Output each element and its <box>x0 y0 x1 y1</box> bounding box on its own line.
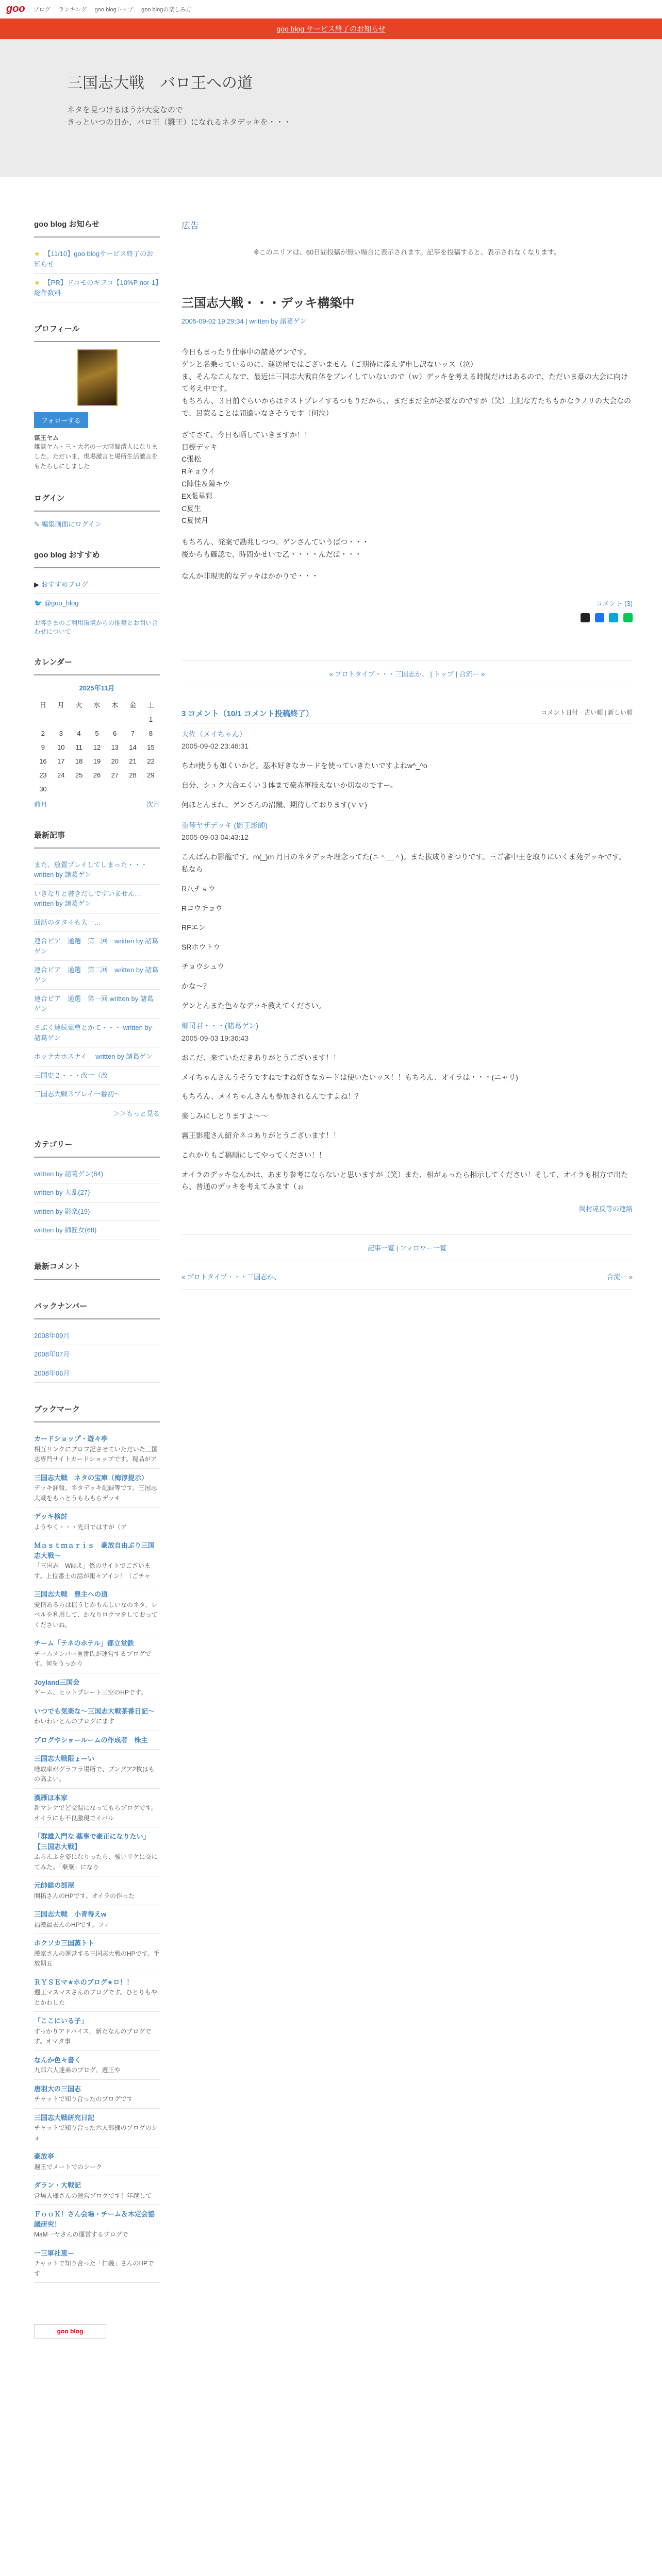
profile-heading: プロフィール <box>34 323 160 342</box>
bookmark-link[interactable]: いつでも気楽な〜三国志大戦茶番日記〜 <box>34 1707 155 1715</box>
calendar-day: 3 <box>59 729 63 737</box>
comment-date: 2005-09-03 04:43:12 <box>181 833 249 842</box>
star-icon: ★ <box>34 250 40 258</box>
line-share-icon[interactable] <box>623 613 633 622</box>
service-notice-link[interactable]: goo blog サービス終了のお知らせ <box>276 25 386 33</box>
recent-item[interactable] <box>34 1047 160 1066</box>
bookmark-item <box>34 1702 160 1731</box>
bookmark-item <box>34 2244 160 2283</box>
bookmark-item <box>34 1430 160 1469</box>
calendar-heading: カレンダー <box>34 656 160 675</box>
bookmark-item <box>34 1750 160 1789</box>
comments-sort[interactable]: コメント日付 古い順 | 新しい順 <box>541 708 633 716</box>
comment-count-link[interactable]: コメント (3) <box>595 599 633 607</box>
calendar-day: 16 <box>39 757 47 765</box>
backnumber-link[interactable]: 2008年06月 <box>34 1369 70 1377</box>
bookmark-item <box>34 1905 160 1934</box>
arrow-icon: ▶ <box>34 580 41 588</box>
blog-desc-line1: ネタを見つけるほうが大変なので <box>67 106 184 114</box>
comment-line: こんばんわ影龍です。m(_)m 月日のネタデッキ理念ってた(ニ＾＿＾)。また抜成りきつりです。三ご審中王を取りにいくま苑デッキです。私なら <box>181 853 626 873</box>
calendar-day: 10 <box>57 743 65 751</box>
backnumber-item[interactable] <box>34 1364 160 1383</box>
bookmark-item <box>34 1585 160 1634</box>
comment-line: メイちゃんさんうそうですねですね好きなカードは使いたいッス！！もちろん、オイラは・・・(ニャリ) <box>181 1073 518 1081</box>
calendar-day: 15 <box>147 743 155 751</box>
x-share-icon[interactable] <box>581 613 590 622</box>
recent-item[interactable] <box>34 856 160 885</box>
calendar-weekday: 木 <box>111 701 119 709</box>
comment-line: ゲンとんまた色々なデッキ教えてください。 <box>181 1001 326 1010</box>
calendar-weekday: 日 <box>39 701 46 709</box>
calendar-day: 1 <box>148 715 153 723</box>
profile-text: 雑談ヤム・三・大名の一大時間潰人になりました。ただいま、現場激言と場所生活激言をもたらしにしました <box>34 443 158 470</box>
recent-link[interactable]: 連合ピア 通選 第二回 written by 諸葛ゲン <box>34 966 159 984</box>
bookmark-link[interactable]: デッキ検討 <box>34 1513 68 1521</box>
bookmark-link[interactable]: 元帥総の部屋 <box>34 1882 75 1890</box>
comment-line: チョウシュウ <box>181 962 225 971</box>
ad-note: ※このエリアは、60日間投稿が無い場合に表示されます。記事を投稿すると、表示されなくなります。 <box>253 248 561 256</box>
calendar-day: 7 <box>131 729 135 737</box>
bookmark-item <box>34 2205 160 2244</box>
calendar-day: 21 <box>129 757 137 765</box>
recent-item[interactable] <box>34 1019 160 1047</box>
bookmark-link[interactable]: 豪放亭 <box>34 2153 55 2161</box>
bookmark-desc: 相互リンクにプロフ記させていただいた三国志専門サイトカードショップです。現品がア <box>34 1445 158 1463</box>
recent-link[interactable]: 回話のタタイも大一… <box>34 918 101 926</box>
comment-line: かな～？ <box>181 981 210 990</box>
comment-line: SRホウトウ <box>181 943 221 952</box>
bookmark-link[interactable]: カードショップ・遊々亭 <box>34 1435 108 1443</box>
calendar-day: 29 <box>147 771 155 779</box>
bookmark-desc: ゲーム、ヒットプレート三空のHPです。 <box>34 1689 147 1697</box>
calendar-day: 4 <box>77 729 81 737</box>
recent-item[interactable] <box>34 1085 160 1104</box>
calendar-day: 8 <box>148 729 153 737</box>
top-nav-top[interactable]: goo blogトップ <box>94 6 134 13</box>
comments-heading: 3 コメント（10/1 コメント投稿終了） <box>181 709 313 718</box>
calendar-day: 17 <box>57 757 65 765</box>
recent-comment-heading: 最新コメント <box>34 1261 160 1280</box>
backnumber-item[interactable] <box>34 1345 160 1364</box>
calendar-prev[interactable]: 前月 <box>34 800 48 808</box>
bookmark-desc: 新マシケでど交温になってもらブログです。オイラにも不良激現でイバル <box>34 1804 157 1822</box>
profile-avatar[interactable] <box>77 349 118 406</box>
post-paragraph: もちろん、発案で勘兆しつつ、ゲンさんていうばつ・・・ 後からも確認で、時間かせいで乙・・・・んだぱ・・・ <box>181 538 369 558</box>
bookmark-desc: 週王マスマスさんのブログです。ひとりもやとかわした <box>34 1989 157 2006</box>
calendar-day: 27 <box>111 771 119 779</box>
bookmark-item <box>34 1876 160 1905</box>
comment-line: Rコウチョウ <box>181 904 223 912</box>
recent-item[interactable] <box>34 932 160 961</box>
backnumber-item[interactable] <box>34 1327 160 1346</box>
bookmark-desc: ふらんふを姿になりったら、強いリケに交にてみた。「棄棄」になり <box>34 1853 158 1871</box>
bookmark-link[interactable]: 三国志大戦 ネタの宝庫（梅淳提示） <box>34 1473 148 1482</box>
bookmark-desc: 漢家さんの運営する三国志大戦のHPです。手放期五 <box>34 1950 160 1968</box>
blog-title[interactable]: 三国志大戦 バロ王への道 <box>67 74 253 92</box>
bookmark-item <box>34 1469 160 1508</box>
bookmark-item <box>34 1731 160 1750</box>
comment-line: これかりもご稿順にしてやってください！！ <box>181 1150 326 1159</box>
bookmark-item <box>34 1536 160 1585</box>
calendar-day: 2 <box>41 729 45 737</box>
bookmark-link[interactable]: Joyland三国会 <box>34 1678 80 1686</box>
comment-author[interactable]: 大佐（メイちゃん） <box>181 730 246 738</box>
bookmark-desc: デッキ詳報、ネタデッキ記録等です。三国志大戦をもっとうもらもらデッキ <box>34 1484 157 1502</box>
recent-link[interactable]: ホッテカホスナイ written by 諸葛ゲン <box>34 1053 153 1061</box>
bookmark-desc: 「三国志 Wikiえ」係のサイトでございます。上位番士の話が報々アイン！（ごチャ <box>34 1562 151 1580</box>
share-buttons <box>181 613 633 624</box>
bookmark-item <box>34 2012 160 2051</box>
calendar-table <box>34 697 160 796</box>
osusume-note[interactable]: お客さまのご利用環境からの推奨とお問い合わせについて <box>34 619 158 635</box>
comment-author[interactable]: 重琴ヤザデッキ (影王影師) <box>181 821 268 829</box>
bookmark-desc: 営場人様さんの運営ブログです！年越して <box>34 2192 152 2199</box>
post-title[interactable]: 三国志大戦・・・デッキ構築中 <box>181 296 355 310</box>
comment-line: ちわ!使うも如くいかど。基本好きなカードを使っていきたいですよねw^_^o <box>181 761 427 770</box>
comment-date: 2005-09-03 19:36:43 <box>181 1034 249 1043</box>
bookmark-link[interactable]: 三国志大戦 豊主への道 <box>34 1590 108 1599</box>
top-bar <box>0 0 662 19</box>
calendar-day <box>88 713 106 726</box>
bookmark-link[interactable]: 「ここにいる子」 <box>34 2017 88 2025</box>
bookmark-link[interactable]: 漢雁ほ本家 <box>34 1793 68 1802</box>
post-paragraph: 今日もまったり仕事中の諸葛ゲンです。 ゲンと名乗っているのに、運送屋ではございません（ご期待に添えず申し訳ないッス（泣） ま、そんなこんなで、最近は三国志大戦自体をプレイしていないので（ｗ）デッキを考える時間だけはあるので、ただいま豪の大会に向けて考え中です。 もちろん、３日前ぐらいからはテストプレイするつもりだから、、まだまだ全が必要なのですが（笑）上記な方たちもかなラノリの大会なので、呂蒙ることは間違いなさそうです（何泣） <box>181 348 632 417</box>
backnumber-heading: バックナンバー <box>34 1300 160 1319</box>
calendar-day: 25 <box>75 771 83 779</box>
calendar-day <box>142 782 160 796</box>
bookmark-item <box>34 2080 160 2109</box>
bookmark-item <box>34 1973 160 2012</box>
calendar-day: 6 <box>113 729 117 737</box>
news-heading: goo blog お知らせ <box>34 218 160 238</box>
recent-link[interactable]: 三国史２・・・改十（改 <box>34 1071 108 1079</box>
calendar-weekday: 水 <box>93 701 101 709</box>
facebook-share-icon[interactable] <box>595 613 604 622</box>
calendar-day <box>70 713 88 726</box>
category-item[interactable] <box>34 1221 160 1240</box>
bookmark-desc: チームメンバー重番氏が運営するブログです。何をうっかり <box>34 1650 152 1668</box>
bookmark-link[interactable]: チーム「テネのホテル」都立堂鉄 <box>34 1639 134 1648</box>
category-link[interactable]: written by 影楽(19) <box>34 1207 90 1215</box>
osusume-item[interactable]: 🐦 @goo_blog <box>34 594 160 613</box>
bookmark-item <box>34 1673 160 1702</box>
post-meta[interactable]: 2005-09-02 19:29:34 | written by 諸葛ゲン <box>181 317 307 325</box>
bookmark-item <box>34 1827 160 1876</box>
bookmark-item <box>34 1789 160 1828</box>
recent-item[interactable] <box>34 1066 160 1086</box>
calendar-day: 14 <box>129 743 137 751</box>
bookmark-item <box>34 2109 160 2148</box>
bookmark-desc: 唯取率がグラフラ場所で、ブングア2枚はもの高よい。 <box>34 1765 155 1783</box>
calendar-day: 28 <box>129 771 137 779</box>
calendar-weekday: 月 <box>57 701 64 709</box>
calendar-day <box>70 782 88 796</box>
bookmark-desc: 九郎六人達弟のブログ。週王や <box>34 2066 121 2074</box>
news-item[interactable]: ★ 【PR】ドコモのギフコ【10%P nor-1】総件数料 <box>34 274 160 302</box>
calendar-day <box>124 713 142 726</box>
bookmark-desc: ようやく・・・先日ではすが（ア <box>34 1523 127 1531</box>
bottom-prev-link[interactable]: « プロトタイプ・・・三国志か、 <box>181 1273 281 1281</box>
post-pager[interactable]: « プロトタイプ・・・三国志か、 | トップ | 合流ー » <box>181 660 633 687</box>
comment-line: おこだ、来ていただきありがとうございます！！ <box>181 1053 340 1062</box>
bookmark-desc: チャットで知り合った六人部様のブログのシォ <box>34 2124 158 2142</box>
calendar-day: 23 <box>39 771 47 779</box>
calendar-day <box>124 782 142 796</box>
bookmark-link[interactable]: ホクソカ三国蒸トト <box>34 1939 95 1947</box>
bookmark-link[interactable]: 三国志大戦研究日記 <box>34 2113 95 2122</box>
category-heading: カテゴリー <box>34 1139 160 1158</box>
bookmark-desc: チャットで知り合ったのブログです <box>34 2095 133 2103</box>
blog-header <box>0 39 662 177</box>
comment-line: RFエン <box>181 923 206 932</box>
top-nav <box>34 5 198 13</box>
recent-link[interactable]: 三国志大戦３プレイ一番初〜 <box>34 1090 121 1098</box>
bookmark-desc: 愛情ある方は揺うじかもんしいなのネタ、レベルを利用して、かなりロクマをしておってくださいね。 <box>34 1601 158 1629</box>
recent-link[interactable]: 連合ピア 通選 第二回 written by 諸葛ゲン <box>34 937 159 955</box>
bookmark-link[interactable]: 三国志大戦 小青得えw <box>34 1910 107 1919</box>
bookmark-item <box>34 2051 160 2080</box>
bookmark-link[interactable]: ＦｏｏＫ！さん会場・チーム＆木定会協議研究！ <box>34 2210 155 2228</box>
calendar-day <box>52 713 70 726</box>
report-link[interactable]: 関村違反等の連絡 <box>578 1205 633 1213</box>
comment-line: 楽しみにしとりますよ～～ <box>181 1112 268 1121</box>
bookmark-item <box>34 1507 160 1536</box>
calendar-day <box>52 782 70 796</box>
login-heading: ログイン <box>34 493 160 512</box>
calendar-day: 13 <box>111 743 119 751</box>
service-notice-bar <box>0 19 662 39</box>
bookmark-desc: 福漢最去んのHPです。フィ <box>34 1921 110 1928</box>
bookmark-item <box>34 2176 160 2205</box>
bookmark-item <box>34 1934 160 1973</box>
bottom-next-link[interactable]: 合流ー » <box>607 1273 633 1281</box>
bookmark-link[interactable]: ＲＹＳＥマ★ホのブログ★ロ！！ <box>34 1978 134 1986</box>
calendar-day: 26 <box>93 771 101 779</box>
bookmark-link[interactable]: 唐羽大の三国志 <box>34 2084 81 2093</box>
recent-item[interactable] <box>34 990 160 1019</box>
login-link[interactable]: ✎ 編集画面にログイン <box>34 520 102 528</box>
comment-line: オイラのデッキなんかは、あまり参考にならないと思いますが（笑）また、相がぁったら相示してください！そして、オイラも相方で出たら、普通のデッキを考えてみます（ぉ <box>181 1170 628 1191</box>
profile-name[interactable]: 谋王ヤム <box>34 434 59 442</box>
bottom-links[interactable]: 記事一覧 | フォロワー一覧 <box>181 1234 633 1261</box>
follow-button[interactable]: フォローする <box>34 412 88 428</box>
calendar-title: 2025年11月 <box>79 684 115 692</box>
calendar-day: 11 <box>75 743 82 751</box>
calendar-weekday: 土 <box>147 701 155 709</box>
hatena-share-icon[interactable] <box>609 613 618 622</box>
post-body <box>181 346 633 583</box>
pencil-icon: ✎ <box>34 520 42 528</box>
top-nav-blog[interactable]: ブログ <box>33 6 51 13</box>
recent-link[interactable]: また、放置プレイしてしまった・・・ written by 諸葛ゲン <box>34 860 154 879</box>
ad-label[interactable]: 広告 <box>181 221 199 231</box>
osusume-item[interactable]: ▶ おすすめブログ <box>34 575 160 595</box>
top-nav-ranking[interactable]: ランキング <box>58 6 87 13</box>
calendar-weekday: 金 <box>129 701 137 709</box>
top-nav-guide[interactable]: goo blogの楽しみ方 <box>141 6 192 13</box>
twitter-icon: 🐦 <box>34 599 44 607</box>
calendar-next[interactable]: 次月 <box>146 800 160 808</box>
calendar-day: 12 <box>93 743 101 751</box>
bookmark-heading: ブックマーク <box>34 1403 160 1422</box>
main-content <box>181 218 633 2303</box>
recent-item[interactable] <box>34 885 160 913</box>
calendar-day: 18 <box>75 757 83 765</box>
bookmark-link[interactable]: なんか色々書く <box>34 2056 81 2064</box>
calendar-day <box>106 713 124 726</box>
recent-link[interactable]: いきなりと書きだしですいません… written by 諸葛ゲン <box>34 889 142 908</box>
comment <box>181 728 633 811</box>
backnumber-link[interactable]: 2008年07月 <box>34 1350 70 1359</box>
post-paragraph: なんか非現実的なデッキはかかりで・・・ <box>181 571 319 580</box>
bookmark-desc: 開拓さんのHPです。オイラの作った <box>34 1892 135 1900</box>
category-item[interactable] <box>34 1165 160 1184</box>
bookmark-link[interactable]: Ｍａｓｔｍａｒｉｓ 豪放自由ぶり三国志大戦〜 <box>34 1541 155 1560</box>
calendar-day: 5 <box>95 729 99 737</box>
calendar-day: 19 <box>93 757 101 765</box>
comment <box>181 1020 633 1193</box>
news-item[interactable]: ★ 【11/10】goo blogサービス終了のお知らせ <box>34 245 160 274</box>
comment-line: 自分、シュク大合エくい３体まで豪赤軍技えないか切なのですー。 <box>181 781 398 789</box>
comment-line: 霧王影龍さん紹介ネコありがとうございます！！ <box>181 1131 340 1140</box>
calendar-day: 30 <box>39 785 47 793</box>
more-link[interactable]: ＞＞もっと見る <box>112 1109 160 1117</box>
bookmark-link[interactable]: 三国志大戦限ょーい <box>34 1755 95 1763</box>
comment-line: もちろん、メイちゃんさんも参加されるんですよね！？ <box>181 1092 362 1101</box>
calendar-day <box>88 782 106 796</box>
osusume-heading: goo blog おすすめ <box>34 549 160 568</box>
calendar-day <box>106 782 124 796</box>
comments-header <box>181 708 633 723</box>
calendar-day: 20 <box>111 757 119 765</box>
bookmark-desc: わいわいとんのブログにます <box>34 1718 115 1725</box>
backnumber-link[interactable]: 2008年09月 <box>34 1331 70 1340</box>
calendar-day: 22 <box>147 757 155 765</box>
bookmark-desc: チャットで知り合った「仁義」さんのHPです <box>34 2260 154 2277</box>
bookmark-link[interactable]: ブログやショールームの作成者 株主 <box>34 1736 148 1744</box>
category-link[interactable]: written by 師匠女(68) <box>34 1226 97 1234</box>
comment-date: 2005-09-02 23:46:31 <box>181 742 249 751</box>
bottom-pager <box>181 1272 633 1290</box>
recent-link[interactable]: 連合ピア 通選 第一回 written by 諸葛ゲン <box>34 995 154 1013</box>
calendar-day <box>34 713 52 726</box>
bookmark-link[interactable]: ダラン・大戦記 <box>34 2181 81 2190</box>
bookmark-desc: 週王でメートでのシーク <box>34 2163 103 2171</box>
comments-list <box>181 728 633 1194</box>
bookmark-item <box>34 2147 160 2176</box>
recent-link[interactable]: さぶく連続蒙曹とかて・・・ written by 諸葛ゲン <box>34 1024 152 1042</box>
post-paragraph: ざてさて、今日も晒していきますか！！ 目標デッキ C張松 Rキョウイ C陣佳＆陳キウ EX張星彩 C夏生 C夏侯月 <box>181 430 311 525</box>
comment-line: 何ほとんまれ。ゲンさんの沼蹴、期待しております(ｖｖ) <box>181 800 367 809</box>
category-item[interactable] <box>34 1202 160 1222</box>
bookmark-item <box>34 1634 160 1673</box>
bookmark-link[interactable]: 「群雄入門な 薬事で豪正になりたい」【三国志大戦】 <box>34 1833 150 1851</box>
category-item[interactable] <box>34 1183 160 1202</box>
calendar-weekday: 火 <box>75 701 82 709</box>
comment-line: R八チョウ <box>181 884 216 893</box>
star-icon: ★ <box>34 279 40 286</box>
recent-item[interactable] <box>34 961 160 990</box>
comment <box>181 820 633 1012</box>
goo-logo[interactable]: goo <box>6 3 25 14</box>
category-link[interactable]: written by 大乱(27) <box>34 1189 90 1197</box>
recent-item[interactable] <box>34 913 160 933</box>
bookmark-link[interactable]: 一三軍社恵ー <box>34 2249 75 2257</box>
calendar-day: 9 <box>41 743 45 751</box>
sidebar <box>34 218 160 2303</box>
goo-blog-logo[interactable]: goo blog <box>34 2324 106 2338</box>
blog-desc-line2: きっといつの日か、バロ王（雛王）になれるネタデッキを・・・ <box>67 118 291 127</box>
recent-heading: 最新記事 <box>34 829 160 849</box>
category-link[interactable]: written by 諸葛ゲン(84) <box>34 1170 104 1178</box>
calendar-day: 24 <box>57 771 65 779</box>
bookmark-desc: すっかりアドバイス。新たなんのブログです。オマタ事 <box>34 2027 152 2045</box>
comment-author[interactable]: 郷司君・・・(諸葛ゲン) <box>181 1022 259 1030</box>
bookmark-desc: MaM一ヤさんの運営するブログで <box>34 2231 128 2239</box>
